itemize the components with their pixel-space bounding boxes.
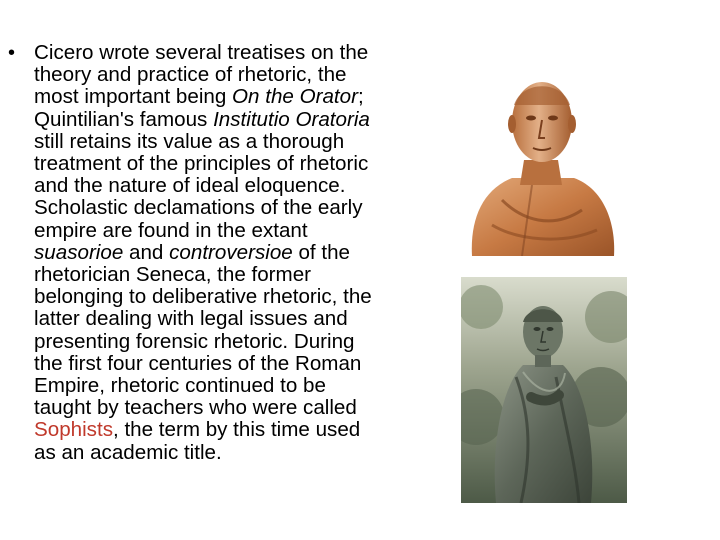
text-line (34, 419, 438, 441)
bust-icon (462, 60, 623, 256)
text-line (34, 197, 438, 219)
text-run: belonging to deliberative rhetoric, the (34, 285, 372, 309)
cicero-statue-image (461, 277, 627, 503)
text-run: and the nature of ideal eloquence. (34, 174, 346, 198)
italic-text-run: Institutio Oratoria (213, 107, 370, 131)
text-line (34, 353, 438, 375)
text-run: , the term by this time used (113, 418, 361, 442)
text-run: Empire, rhetoric continued to be (34, 374, 326, 398)
text-run: of the (292, 240, 350, 264)
text-line (34, 220, 438, 242)
text-run: the first four centuries of the Roman (34, 351, 362, 375)
italic-text-run: suasorioe (34, 240, 124, 264)
bullet-item (8, 42, 438, 464)
text-line (34, 86, 438, 108)
italic-text-run: On the Orator (232, 85, 358, 109)
text-line (34, 375, 438, 397)
bullet-paragraph (34, 42, 438, 464)
text-run: taught by teachers who were called (34, 396, 357, 420)
statue-icon (461, 277, 627, 503)
sophists-link[interactable]: Sophists (34, 418, 113, 442)
text-run: most important being (34, 85, 233, 109)
bullet-icon: • (8, 42, 16, 64)
text-run: Cicero wrote several treatises on the (34, 41, 369, 64)
text-line (34, 286, 438, 308)
text-run: empire are found in the extant (34, 218, 308, 242)
text-line (34, 109, 438, 131)
text-line (34, 175, 438, 197)
text-line (34, 331, 438, 353)
text-line (34, 442, 438, 464)
text-line (34, 397, 438, 419)
text-line (34, 131, 438, 153)
text-line (34, 153, 438, 175)
text-line (34, 42, 438, 64)
text-run: presenting forensic rhetoric. During (34, 329, 355, 353)
text-run: treatment of the principles of rhetoric (34, 152, 369, 176)
text-run: Scholastic declamations of the early (34, 196, 363, 220)
italic-text-run: controversioe (169, 240, 293, 264)
text-run: Quintilian's famous (34, 107, 214, 131)
text-line (34, 64, 438, 86)
text-run: and (123, 240, 170, 264)
text-run: as an academic title. (34, 440, 222, 464)
text-line (34, 264, 438, 286)
text-run: still retains its value as a thorough (34, 129, 345, 153)
text-run: theory and practice of rhetoric, the (34, 63, 347, 87)
cicero-bust-image (462, 60, 623, 256)
text-run: latter dealing with legal issues and (34, 307, 348, 331)
body-text (8, 42, 438, 464)
text-run: rhetorician Seneca, the former (34, 263, 312, 287)
text-run: ; (357, 85, 364, 109)
text-line (34, 308, 438, 330)
text-line (34, 242, 438, 264)
